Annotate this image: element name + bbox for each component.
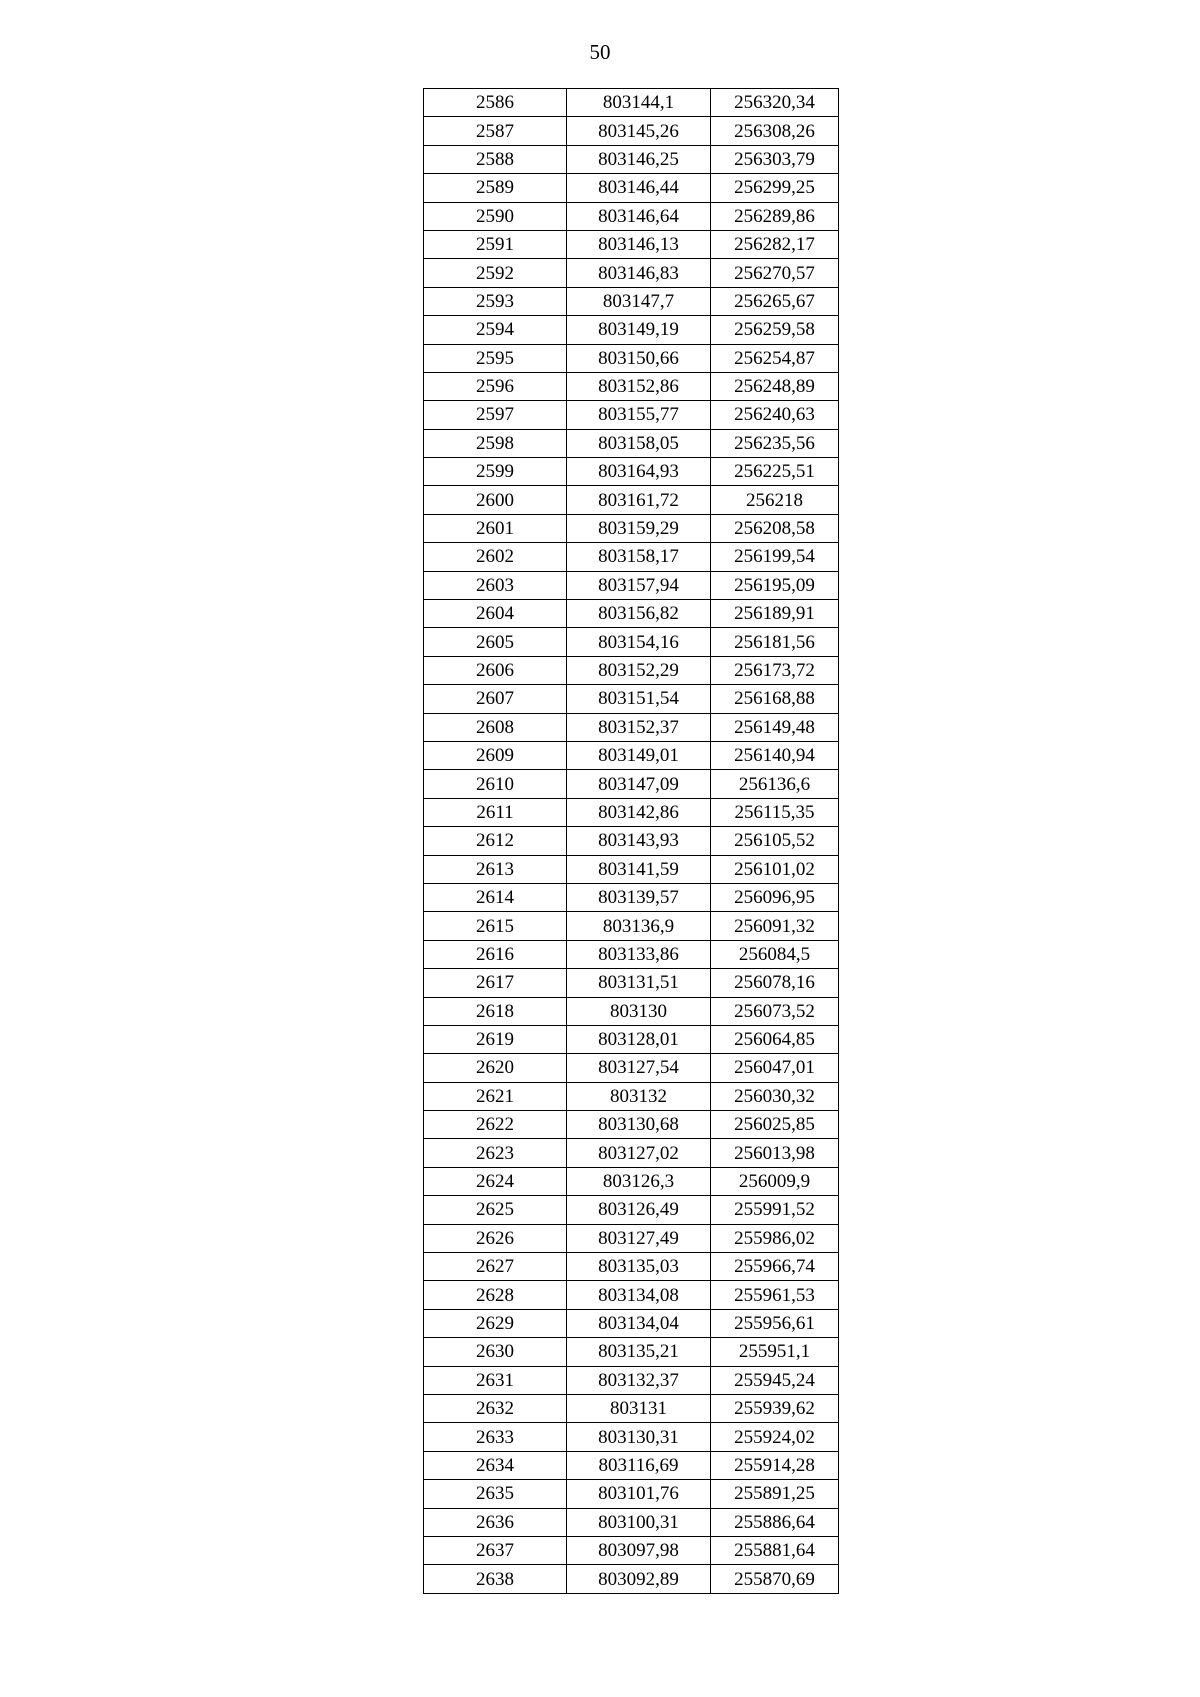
x-coordinate-cell: 803130,68 (567, 1111, 711, 1139)
point-number-cell: 2636 (424, 1508, 567, 1536)
point-number-cell: 2612 (424, 827, 567, 855)
y-coordinate-cell: 255945,24 (711, 1366, 839, 1394)
y-coordinate-cell: 255881,64 (711, 1536, 839, 1564)
point-number-cell: 2635 (424, 1480, 567, 1508)
point-number-cell: 2605 (424, 628, 567, 656)
point-number-cell: 2598 (424, 429, 567, 457)
x-coordinate-cell: 803149,01 (567, 741, 711, 769)
y-coordinate-cell: 256299,25 (711, 174, 839, 202)
y-coordinate-cell: 256308,26 (711, 117, 839, 145)
point-number-cell: 2613 (424, 855, 567, 883)
y-coordinate-cell: 256047,01 (711, 1054, 839, 1082)
y-coordinate-cell: 255924,02 (711, 1423, 839, 1451)
table-row (424, 1224, 839, 1252)
y-coordinate-cell: 256195,09 (711, 571, 839, 599)
table-row (424, 344, 839, 372)
x-coordinate-cell: 803127,54 (567, 1054, 711, 1082)
x-coordinate-cell: 803130,31 (567, 1423, 711, 1451)
table-row (424, 117, 839, 145)
point-number-cell: 2622 (424, 1111, 567, 1139)
y-coordinate-cell: 256013,98 (711, 1139, 839, 1167)
x-coordinate-cell: 803154,16 (567, 628, 711, 656)
x-coordinate-cell: 803145,26 (567, 117, 711, 145)
table-row (424, 656, 839, 684)
point-number-cell: 2629 (424, 1309, 567, 1337)
point-number-cell: 2594 (424, 316, 567, 344)
table-row (424, 1139, 839, 1167)
y-coordinate-cell: 255956,61 (711, 1309, 839, 1337)
point-number-cell: 2604 (424, 600, 567, 628)
table-row (424, 940, 839, 968)
table-row (424, 429, 839, 457)
y-coordinate-cell: 256105,52 (711, 827, 839, 855)
coordinates-table (423, 88, 839, 1594)
table-row (424, 600, 839, 628)
x-coordinate-cell: 803159,29 (567, 514, 711, 542)
point-number-cell: 2600 (424, 486, 567, 514)
y-coordinate-cell: 255951,1 (711, 1338, 839, 1366)
point-number-cell: 2620 (424, 1054, 567, 1082)
x-coordinate-cell: 803142,86 (567, 798, 711, 826)
x-coordinate-cell: 803126,3 (567, 1167, 711, 1195)
table-row (424, 997, 839, 1025)
x-coordinate-cell: 803152,37 (567, 713, 711, 741)
x-coordinate-cell: 803141,59 (567, 855, 711, 883)
point-number-cell: 2599 (424, 458, 567, 486)
x-coordinate-cell: 803146,44 (567, 174, 711, 202)
y-coordinate-cell: 256064,85 (711, 1025, 839, 1053)
y-coordinate-cell: 256320,34 (711, 89, 839, 117)
table-row (424, 1508, 839, 1536)
point-number-cell: 2633 (424, 1423, 567, 1451)
point-number-cell: 2609 (424, 741, 567, 769)
table-row (424, 1366, 839, 1394)
point-number-cell: 2591 (424, 230, 567, 258)
y-coordinate-cell: 255966,74 (711, 1253, 839, 1281)
table-row (424, 372, 839, 400)
x-coordinate-cell: 803130 (567, 997, 711, 1025)
table-row (424, 1309, 839, 1337)
table-row (424, 89, 839, 117)
point-number-cell: 2628 (424, 1281, 567, 1309)
x-coordinate-cell: 803149,19 (567, 316, 711, 344)
y-coordinate-cell: 255870,69 (711, 1565, 839, 1593)
x-coordinate-cell: 803127,02 (567, 1139, 711, 1167)
table-row (424, 1025, 839, 1053)
x-coordinate-cell: 803155,77 (567, 401, 711, 429)
point-number-cell: 2610 (424, 770, 567, 798)
y-coordinate-cell: 256115,35 (711, 798, 839, 826)
point-number-cell: 2621 (424, 1082, 567, 1110)
x-coordinate-cell: 803136,9 (567, 912, 711, 940)
table-row (424, 259, 839, 287)
table-row (424, 145, 839, 173)
y-coordinate-cell: 256248,89 (711, 372, 839, 400)
point-number-cell: 2603 (424, 571, 567, 599)
x-coordinate-cell: 803146,64 (567, 202, 711, 230)
y-coordinate-cell: 256254,87 (711, 344, 839, 372)
point-number-cell: 2619 (424, 1025, 567, 1053)
x-coordinate-cell: 803161,72 (567, 486, 711, 514)
y-coordinate-cell: 256225,51 (711, 458, 839, 486)
point-number-cell: 2590 (424, 202, 567, 230)
point-number-cell: 2588 (424, 145, 567, 173)
x-coordinate-cell: 803101,76 (567, 1480, 711, 1508)
table-row (424, 543, 839, 571)
point-number-cell: 2606 (424, 656, 567, 684)
table-row (424, 1423, 839, 1451)
x-coordinate-cell: 803116,69 (567, 1451, 711, 1479)
y-coordinate-cell: 256303,79 (711, 145, 839, 173)
table-row (424, 798, 839, 826)
x-coordinate-cell: 803134,08 (567, 1281, 711, 1309)
y-coordinate-cell: 256030,32 (711, 1082, 839, 1110)
x-coordinate-cell: 803135,03 (567, 1253, 711, 1281)
point-number-cell: 2626 (424, 1224, 567, 1252)
y-coordinate-cell: 256101,02 (711, 855, 839, 883)
y-coordinate-cell: 256218 (711, 486, 839, 514)
table-row (424, 1167, 839, 1195)
table-row (424, 685, 839, 713)
table-row (424, 969, 839, 997)
y-coordinate-cell: 256091,32 (711, 912, 839, 940)
x-coordinate-cell: 803135,21 (567, 1338, 711, 1366)
table-row (424, 458, 839, 486)
y-coordinate-cell: 256199,54 (711, 543, 839, 571)
point-number-cell: 2617 (424, 969, 567, 997)
page-number: 50 (589, 40, 611, 64)
point-number-cell: 2624 (424, 1167, 567, 1195)
x-coordinate-cell: 803156,82 (567, 600, 711, 628)
x-coordinate-cell: 803126,49 (567, 1196, 711, 1224)
y-coordinate-cell: 255986,02 (711, 1224, 839, 1252)
y-coordinate-cell: 256282,17 (711, 230, 839, 258)
y-coordinate-cell: 256078,16 (711, 969, 839, 997)
point-number-cell: 2596 (424, 372, 567, 400)
x-coordinate-cell: 803158,17 (567, 543, 711, 571)
table-row (424, 287, 839, 315)
x-coordinate-cell: 803132,37 (567, 1366, 711, 1394)
point-number-cell: 2614 (424, 883, 567, 911)
point-number-cell: 2611 (424, 798, 567, 826)
table-row (424, 401, 839, 429)
x-coordinate-cell: 803143,93 (567, 827, 711, 855)
table-row (424, 202, 839, 230)
x-coordinate-cell: 803146,25 (567, 145, 711, 173)
point-number-cell: 2631 (424, 1366, 567, 1394)
x-coordinate-cell: 803097,98 (567, 1536, 711, 1564)
point-number-cell: 2615 (424, 912, 567, 940)
x-coordinate-cell: 803146,13 (567, 230, 711, 258)
table-row (424, 174, 839, 202)
point-number-cell: 2589 (424, 174, 567, 202)
table-row (424, 1082, 839, 1110)
x-coordinate-cell: 803151,54 (567, 685, 711, 713)
x-coordinate-cell: 803146,83 (567, 259, 711, 287)
point-number-cell: 2593 (424, 287, 567, 315)
table-row (424, 1253, 839, 1281)
x-coordinate-cell: 803128,01 (567, 1025, 711, 1053)
table-row (424, 1054, 839, 1082)
point-number-cell: 2632 (424, 1394, 567, 1422)
table-row (424, 1338, 839, 1366)
y-coordinate-cell: 256009,9 (711, 1167, 839, 1195)
x-coordinate-cell: 803147,09 (567, 770, 711, 798)
table-row (424, 1111, 839, 1139)
y-coordinate-cell: 256136,6 (711, 770, 839, 798)
point-number-cell: 2618 (424, 997, 567, 1025)
table-row (424, 1536, 839, 1564)
point-number-cell: 2625 (424, 1196, 567, 1224)
y-coordinate-cell: 256208,58 (711, 514, 839, 542)
x-coordinate-cell: 803152,86 (567, 372, 711, 400)
point-number-cell: 2602 (424, 543, 567, 571)
point-number-cell: 2638 (424, 1565, 567, 1593)
y-coordinate-cell: 256235,56 (711, 429, 839, 457)
x-coordinate-cell: 803134,04 (567, 1309, 711, 1337)
y-coordinate-cell: 256265,67 (711, 287, 839, 315)
point-number-cell: 2627 (424, 1253, 567, 1281)
y-coordinate-cell: 256289,86 (711, 202, 839, 230)
x-coordinate-cell: 803158,05 (567, 429, 711, 457)
table-row (424, 628, 839, 656)
table-row (424, 827, 839, 855)
point-number-cell: 2608 (424, 713, 567, 741)
x-coordinate-cell: 803131,51 (567, 969, 711, 997)
x-coordinate-cell: 803133,86 (567, 940, 711, 968)
y-coordinate-cell: 255939,62 (711, 1394, 839, 1422)
y-coordinate-cell: 256084,5 (711, 940, 839, 968)
point-number-cell: 2623 (424, 1139, 567, 1167)
point-number-cell: 2597 (424, 401, 567, 429)
table-row (424, 1281, 839, 1309)
x-coordinate-cell: 803139,57 (567, 883, 711, 911)
y-coordinate-cell: 256181,56 (711, 628, 839, 656)
table-row (424, 1451, 839, 1479)
y-coordinate-cell: 256096,95 (711, 883, 839, 911)
x-coordinate-cell: 803147,7 (567, 287, 711, 315)
x-coordinate-cell: 803131 (567, 1394, 711, 1422)
table-row (424, 1196, 839, 1224)
point-number-cell: 2616 (424, 940, 567, 968)
y-coordinate-cell: 256168,88 (711, 685, 839, 713)
x-coordinate-cell: 803132 (567, 1082, 711, 1110)
y-coordinate-cell: 256140,94 (711, 741, 839, 769)
point-number-cell: 2595 (424, 344, 567, 372)
point-number-cell: 2630 (424, 1338, 567, 1366)
table-row (424, 514, 839, 542)
x-coordinate-cell: 803092,89 (567, 1565, 711, 1593)
y-coordinate-cell: 255891,25 (711, 1480, 839, 1508)
y-coordinate-cell: 256259,58 (711, 316, 839, 344)
x-coordinate-cell: 803100,31 (567, 1508, 711, 1536)
y-coordinate-cell: 255961,53 (711, 1281, 839, 1309)
table-row (424, 486, 839, 514)
y-coordinate-cell: 256240,63 (711, 401, 839, 429)
x-coordinate-cell: 803127,49 (567, 1224, 711, 1252)
point-number-cell: 2587 (424, 117, 567, 145)
table-row (424, 571, 839, 599)
y-coordinate-cell: 256189,91 (711, 600, 839, 628)
y-coordinate-cell: 255914,28 (711, 1451, 839, 1479)
y-coordinate-cell: 256270,57 (711, 259, 839, 287)
point-number-cell: 2637 (424, 1536, 567, 1564)
table-row (424, 713, 839, 741)
table-row (424, 883, 839, 911)
table-row (424, 1565, 839, 1593)
table-row (424, 741, 839, 769)
table-row (424, 1394, 839, 1422)
x-coordinate-cell: 803152,29 (567, 656, 711, 684)
table-row (424, 1480, 839, 1508)
point-number-cell: 2586 (424, 89, 567, 117)
x-coordinate-cell: 803150,66 (567, 344, 711, 372)
x-coordinate-cell: 803157,94 (567, 571, 711, 599)
table-row (424, 770, 839, 798)
point-number-cell: 2592 (424, 259, 567, 287)
y-coordinate-cell: 256173,72 (711, 656, 839, 684)
point-number-cell: 2607 (424, 685, 567, 713)
point-number-cell: 2601 (424, 514, 567, 542)
y-coordinate-cell: 255991,52 (711, 1196, 839, 1224)
y-coordinate-cell: 256025,85 (711, 1111, 839, 1139)
y-coordinate-cell: 256073,52 (711, 997, 839, 1025)
y-coordinate-cell: 255886,64 (711, 1508, 839, 1536)
x-coordinate-cell: 803144,1 (567, 89, 711, 117)
table-row (424, 230, 839, 258)
table-body (424, 89, 839, 1594)
table-row (424, 316, 839, 344)
x-coordinate-cell: 803164,93 (567, 458, 711, 486)
point-number-cell: 2634 (424, 1451, 567, 1479)
y-coordinate-cell: 256149,48 (711, 713, 839, 741)
table-row (424, 912, 839, 940)
table-row (424, 855, 839, 883)
